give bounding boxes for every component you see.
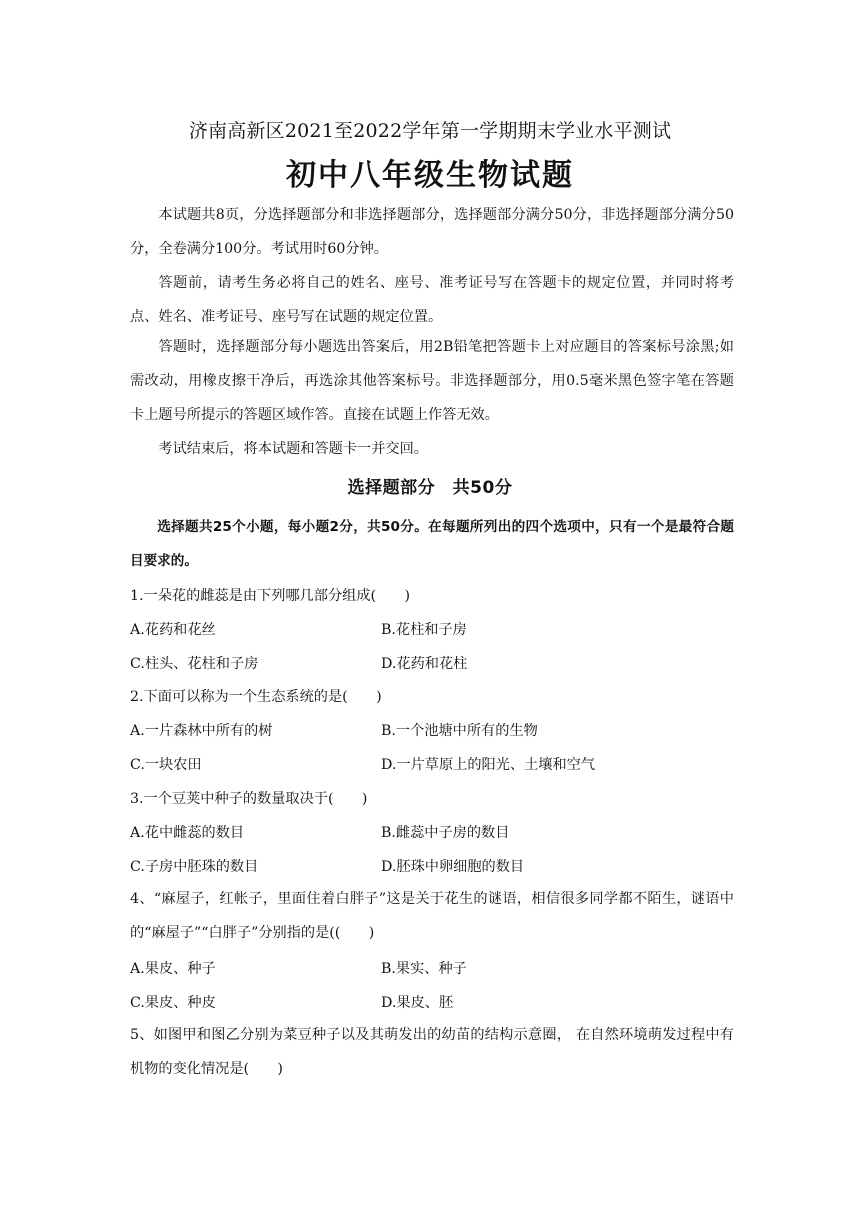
intro-paragraph-2: 答题前，请考生务必将自己的姓名、座号、准考证号写在答题卡的规定位置，并同时将考点、姓名、准考证号、座号写在试题的规定位置。 [130, 275, 734, 325]
question-2-option-c: C.一块农田 [130, 757, 202, 773]
question-4-option-b: B.果实、种子 [381, 961, 467, 977]
question-2-option-a: A.一片森林中所有的树 [130, 723, 273, 739]
question-5-stem: 5、如图甲和图乙分别为菜豆种子以及其萌发出的幼苗的结构示意圈， 在自然环境萌发过程中有机物的变化情况是( ) [130, 1027, 734, 1077]
question-3-stem: 3.一个豆荚中种子的数量取决于( ) [130, 791, 368, 807]
question-4-option-a: A.果皮、种子 [130, 961, 216, 977]
question-3-option-d: D.胚珠中卵细胞的数目 [381, 859, 525, 875]
question-2-stem: 2.下面可以称为一个生态系统的是( ) [130, 689, 382, 705]
section-instructions: 选择题共25个小题，每小题2分，共50分。在每题所列出的四个选项中，只有一个是最符合题目要求的。 [130, 519, 734, 569]
question-1-option-c: C.柱头、花柱和子房 [130, 656, 259, 672]
intro-paragraph-4: 考试结束后，将本试题和答题卡一并交回。 [158, 441, 428, 457]
question-4-option-c: C.果皮、种皮 [130, 995, 216, 1011]
question-1-option-d: D.花药和花柱 [381, 656, 468, 672]
question-4-stem: 4、“麻屋子，红帐子，里面住着白胖子”这是关于花生的谜语，相信很多同学都不陌生，谜语中的“麻屋子”“白胖子”分别指的是(( ) [130, 891, 734, 941]
intro-paragraph-3: 答题时，选择题部分每小题选出答案后，用2B铅笔把答题卡上对应题目的答案标号涂黑;如需改动，用橡皮擦干净后，再选涂其他答案标号。非选择题部分，用0.5毫米黑色签字笔在答题卡上题号所提示的答题区域作答。直接在试题上作答无效。 [130, 339, 734, 423]
question-1-option-a: A.花药和花丝 [130, 622, 216, 638]
question-3-option-b: B.雌蕊中子房的数目 [381, 825, 510, 841]
question-3-option-a: A.花中雌蕊的数目 [130, 825, 245, 841]
exam-subtitle: 济南高新区2021至2022学年第一学期期末学业水平测试 [188, 120, 672, 142]
question-3-option-c: C.子房中胚珠的数目 [130, 859, 259, 875]
question-2-option-b: B.一个池塘中所有的生物 [381, 723, 538, 739]
question-1-stem: 1.一朵花的雌蕊是由下列哪几部分组成( ) [130, 588, 410, 604]
question-4-option-d: D.果皮、胚 [381, 995, 454, 1011]
question-1-option-b: B.花柱和子房 [381, 622, 467, 638]
intro-paragraph-1: 本试题共8页，分选择题部分和非选择题部分，选择题部分满分50分，非选择题部分满分50分，全卷满分100分。考试用时60分钟。 [130, 207, 734, 257]
exam-title: 初中八年级生物试题 [286, 158, 574, 193]
question-2-option-d: D.一片草原上的阳光、土壤和空气 [381, 757, 596, 773]
section-heading: 选择题部分 共50分 [347, 478, 513, 498]
